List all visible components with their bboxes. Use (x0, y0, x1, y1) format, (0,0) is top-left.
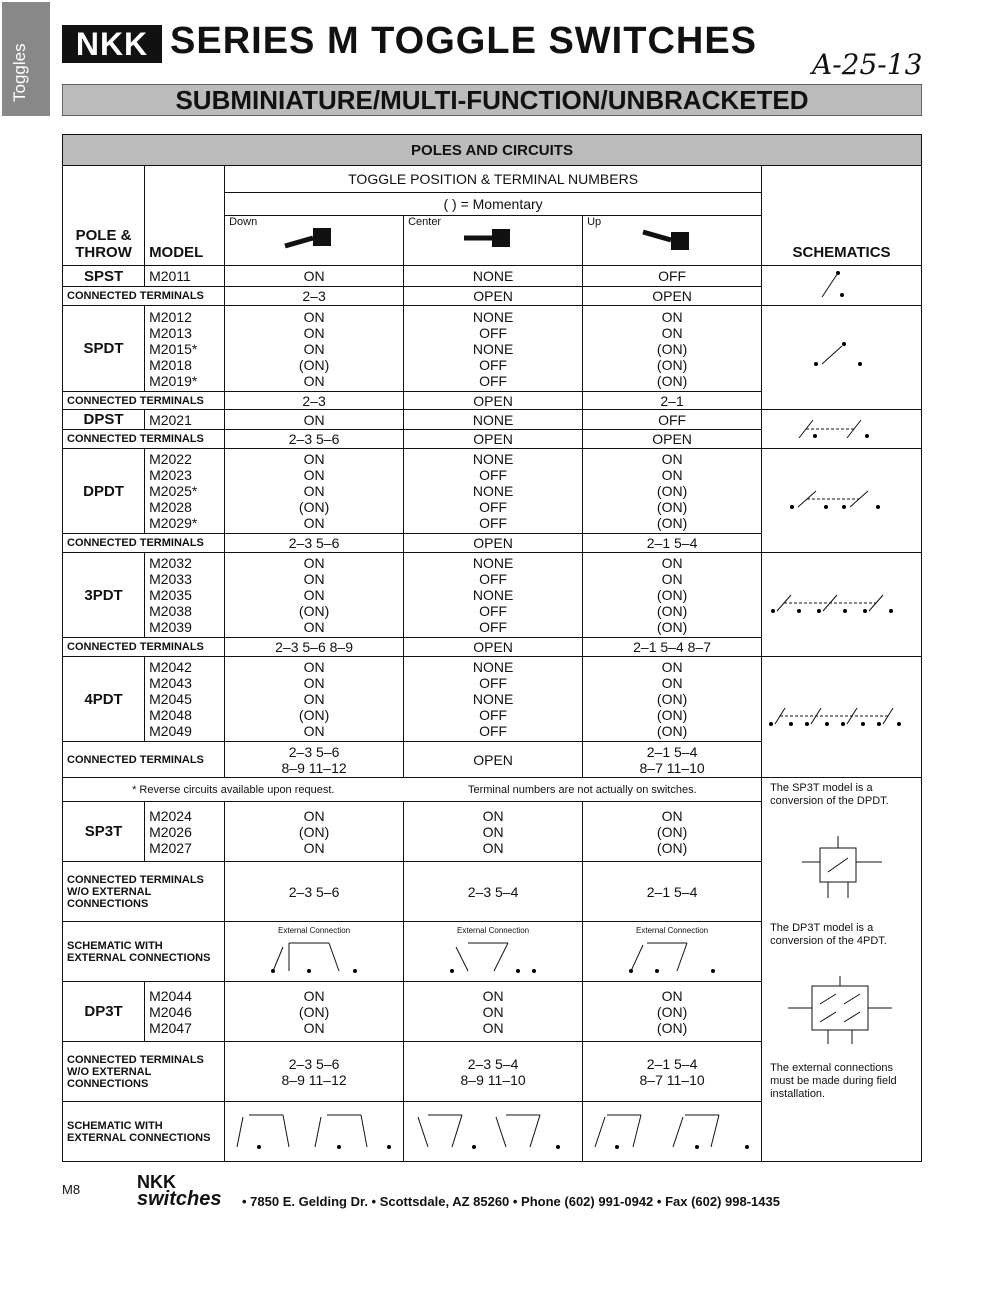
4pdt-ct-down (225, 742, 404, 778)
model-m2021: M2021 (145, 410, 225, 430)
state-cell: ON (303, 1019, 325, 1036)
model-cell: M2035 (149, 587, 192, 603)
dpdt-center (404, 449, 583, 534)
state-cell: ON (303, 587, 325, 603)
header-pole-throw: POLE & THROW (63, 166, 145, 266)
model-cell: M2049 (149, 723, 192, 739)
note-reverse: * Reverse circuits available upon request. (63, 778, 404, 802)
pole-4pdt: 4PDT (63, 657, 145, 742)
ct-line: 2–1 5–4 (646, 1055, 698, 1072)
pole-sp3t: SP3T (63, 802, 145, 862)
model-cell: M2038 (149, 603, 192, 619)
sp3t-ct-down: 2–3 5–6 (225, 862, 404, 922)
pole-dp3t: DP3T (63, 982, 145, 1042)
state-cell: ON (661, 571, 683, 587)
state-cell: OFF (479, 324, 508, 341)
dpst-ct-down: 2–3 5–6 (225, 430, 404, 449)
side-tab-label: Toggles (10, 43, 29, 102)
state-cell: NONE (472, 691, 514, 707)
spst-ct-center: OPEN (404, 287, 583, 306)
state-cell: ON (303, 483, 325, 499)
state-cell: (ON) (298, 499, 330, 515)
dpdt-down (225, 449, 404, 534)
spst-up: OFF (583, 266, 762, 287)
state-cell: ON (482, 823, 504, 840)
model-cell: M2028 (149, 499, 192, 515)
dp3t-models (145, 982, 225, 1042)
side-note-sp3t: The SP3T model is a conversion of the DPDT. (770, 782, 889, 807)
state-cell: ON (661, 308, 683, 325)
model-cell: M2032 (149, 555, 192, 571)
dpst-connected-label: CONNECTED TERMINALS (63, 430, 225, 449)
pole-spst: SPST (63, 266, 145, 287)
state-cell: (ON) (656, 1019, 688, 1036)
dpst-down: ON (225, 410, 404, 430)
state-cell: ON (303, 324, 325, 341)
schematic-4pdt (762, 657, 922, 778)
state-cell: OFF (479, 571, 508, 587)
state-cell: ON (661, 555, 683, 571)
sp3t-ext-center-icon (438, 935, 548, 975)
header-center-label: Center (408, 216, 442, 228)
state-cell: NONE (472, 451, 514, 467)
spdt-center (404, 306, 583, 392)
footer-brand (137, 1174, 221, 1208)
model-cell: M2015* (149, 340, 198, 357)
page-subtitle: SUBMINIATURE/MULTI-FUNCTION/UNBRACKETED (175, 85, 809, 115)
state-cell: OFF (479, 619, 508, 635)
state-cell: (ON) (656, 372, 688, 389)
state-cell: (ON) (656, 340, 688, 357)
toggle-down-icon (279, 224, 349, 252)
sp3t-schem-up (583, 922, 762, 982)
dpdt-schematic-icon (782, 481, 902, 517)
footer-brand-line2: switches (137, 1188, 222, 1210)
note-terminals: Terminal numbers are not actually on switches. (404, 778, 762, 802)
3pdt-up (583, 553, 762, 638)
spdt-models (145, 306, 225, 392)
pole-dpdt: DPDT (63, 449, 145, 534)
ext-conn-label: External Connection (457, 925, 530, 935)
dp3t-ct-center (404, 1042, 583, 1102)
state-cell: OFF (479, 515, 508, 531)
header-center (404, 216, 583, 266)
model-cell: M2047 (149, 1019, 192, 1036)
state-cell: ON (661, 451, 683, 467)
state-cell: ON (303, 723, 325, 739)
footer-brand-line1: NKK (137, 1172, 176, 1192)
model-cell: M2024 (149, 807, 192, 824)
spst-connected-label: CONNECTED TERMINALS (63, 287, 225, 306)
spst-ct-up: OPEN (583, 287, 762, 306)
state-cell: ON (661, 659, 683, 675)
sp3t-down (225, 802, 404, 862)
state-cell: ON (303, 659, 325, 675)
model-cell: M2023 (149, 467, 192, 483)
3pdt-ct-center: OPEN (404, 638, 583, 657)
state-cell: ON (303, 308, 325, 325)
state-cell: OFF (479, 356, 508, 373)
4pdt-models (145, 657, 225, 742)
dpst-center: NONE (404, 410, 583, 430)
3pdt-down (225, 553, 404, 638)
3pdt-ct-down: 2–3 5–6 8–9 (225, 638, 404, 657)
model-cell: M2048 (149, 707, 192, 723)
schematic-dpst (762, 410, 922, 449)
sp3t-schem-down (225, 922, 404, 982)
state-cell: (ON) (298, 707, 330, 723)
sp3t-ext-down-icon (259, 935, 369, 975)
sp3t-ct-label: CONNECTED TERMINALS W/O EXTERNAL CONNECTIONS (63, 862, 225, 922)
sp3t-ct-up: 2–1 5–4 (583, 862, 762, 922)
sp3t-conversion-icon (772, 832, 912, 912)
dpdt-ct-down: 2–3 5–6 (225, 534, 404, 553)
side-note-dp3t: The DP3T model is a conversion of the 4PDT. (770, 922, 887, 947)
model-m2011: M2011 (145, 266, 225, 287)
state-cell: NONE (472, 340, 514, 357)
state-cell: (ON) (298, 1003, 330, 1020)
model-cell: M2043 (149, 675, 192, 691)
dpst-ct-center: OPEN (404, 430, 583, 449)
state-cell: (ON) (656, 691, 688, 707)
model-cell: M2039 (149, 619, 192, 635)
section-title: POLES AND CIRCUITS (63, 135, 922, 166)
header-toggle-position: TOGGLE POSITION & TERMINAL NUMBERS (225, 166, 762, 193)
state-cell: (ON) (656, 839, 688, 856)
dp3t-ext-center-icon (408, 1107, 578, 1153)
4pdt-ct-center: OPEN (404, 742, 583, 778)
ext-conn-label: External Connection (636, 925, 709, 935)
header-model: MODEL (145, 166, 225, 266)
state-cell: ON (661, 324, 683, 341)
spst-schematic-icon (802, 267, 882, 301)
sp3t-up (583, 802, 762, 862)
spst-center: NONE (404, 266, 583, 287)
3pdt-schematic-icon (767, 585, 917, 621)
spdt-ct-center: OPEN (404, 392, 583, 410)
state-cell: (ON) (298, 356, 330, 373)
page-title: SERIES M TOGGLE SWITCHES (170, 20, 758, 62)
pole-dpst: DPST (63, 410, 145, 430)
model-cell: M2019* (149, 372, 198, 389)
state-cell: ON (303, 619, 325, 635)
state-cell: (ON) (656, 707, 688, 723)
header-up (583, 216, 762, 266)
side-note-field: The external connections must be made during field installation. (770, 1062, 897, 1100)
spdt-ct-down: 2–3 (225, 392, 404, 410)
state-cell: (ON) (656, 499, 688, 515)
4pdt-schematic-icon (767, 698, 917, 734)
spst-ct-down: 2–3 (225, 287, 404, 306)
spdt-ct-up: 2–1 (583, 392, 762, 410)
side-tab (2, 2, 50, 116)
state-cell: ON (661, 467, 683, 483)
state-cell: ON (303, 571, 325, 587)
dpst-up: OFF (583, 410, 762, 430)
pole-spdt: SPDT (63, 306, 145, 392)
state-cell: ON (303, 839, 325, 856)
state-cell: OFF (479, 603, 508, 619)
4pdt-ct-up (583, 742, 762, 778)
dpdt-up (583, 449, 762, 534)
4pdt-center (404, 657, 583, 742)
model-cell: M2029* (149, 515, 198, 531)
dpdt-connected-label: CONNECTED TERMINALS (63, 534, 225, 553)
ct-line: 8–7 11–10 (639, 759, 705, 776)
3pdt-models (145, 553, 225, 638)
dp3t-schem-down (225, 1102, 404, 1162)
state-cell: NONE (472, 587, 514, 603)
state-cell: NONE (472, 308, 514, 325)
state-cell: ON (661, 987, 683, 1004)
schematic-dpdt (762, 449, 922, 553)
ct-line: 2–3 5–6 (288, 1055, 340, 1072)
state-cell: ON (482, 1003, 504, 1020)
spdt-connected-label: CONNECTED TERMINALS (63, 392, 225, 410)
model-cell: M2013 (149, 324, 192, 341)
state-cell: ON (303, 555, 325, 571)
model-cell: M2045 (149, 691, 192, 707)
4pdt-connected-label: CONNECTED TERMINALS (63, 742, 225, 778)
sp3t-models (145, 802, 225, 862)
ct-line: 8–9 11–12 (281, 759, 347, 776)
dp3t-ext-up-icon (587, 1107, 757, 1153)
header-up-label: Up (587, 216, 602, 228)
side-notes (762, 778, 922, 1162)
4pdt-up (583, 657, 762, 742)
footer (62, 1172, 942, 1218)
toggle-center-icon (458, 224, 528, 252)
state-cell: NONE (472, 659, 514, 675)
3pdt-center (404, 553, 583, 638)
state-cell: ON (303, 807, 325, 824)
spdt-up (583, 306, 762, 392)
dpdt-models (145, 449, 225, 534)
state-cell: OFF (479, 707, 508, 723)
dpdt-ct-up: 2–1 5–4 (583, 534, 762, 553)
model-cell: M2027 (149, 839, 192, 856)
ext-conn-label: External Connection (278, 925, 351, 935)
spdt-schematic-icon (802, 336, 882, 376)
state-cell: ON (482, 807, 504, 824)
4pdt-down (225, 657, 404, 742)
dp3t-center (404, 982, 583, 1042)
state-cell: (ON) (656, 515, 688, 531)
state-cell: OFF (479, 372, 508, 389)
pole-3pdt: 3PDT (63, 553, 145, 638)
model-cell: M2042 (149, 659, 192, 675)
state-cell: (ON) (656, 823, 688, 840)
state-cell: ON (303, 340, 325, 357)
sp3t-center (404, 802, 583, 862)
schematic-3pdt (762, 553, 922, 657)
state-cell: (ON) (656, 483, 688, 499)
spdt-down (225, 306, 404, 392)
state-cell: (ON) (298, 603, 330, 619)
model-cell: M2046 (149, 1003, 192, 1020)
dpst-schematic-icon (787, 412, 897, 444)
model-cell: M2033 (149, 571, 192, 587)
state-cell: OFF (479, 467, 508, 483)
state-cell: (ON) (656, 603, 688, 619)
state-cell: (ON) (298, 823, 330, 840)
model-cell: M2026 (149, 823, 192, 840)
dp3t-up (583, 982, 762, 1042)
state-cell: OFF (479, 723, 508, 739)
subtitle-bar (62, 84, 922, 116)
model-cell: M2012 (149, 308, 192, 325)
dp3t-schem-label: SCHEMATIC WITH EXTERNAL CONNECTIONS (63, 1102, 225, 1162)
state-cell: ON (303, 691, 325, 707)
state-cell: ON (661, 675, 683, 691)
header-schematics: SCHEMATICS (762, 166, 922, 266)
schematic-spst (762, 266, 922, 306)
dp3t-ct-up (583, 1042, 762, 1102)
handwritten-note: A-25-13 (812, 48, 923, 81)
state-cell: ON (303, 372, 325, 389)
state-cell: ON (303, 467, 325, 483)
ct-line: 8–9 11–10 (460, 1071, 526, 1088)
header-momentary: ( ) = Momentary (225, 193, 762, 216)
state-cell: ON (303, 515, 325, 531)
state-cell: ON (482, 839, 504, 856)
state-cell: ON (303, 451, 325, 467)
dpst-ct-up: OPEN (583, 430, 762, 449)
model-cell: M2018 (149, 356, 192, 373)
sp3t-ext-up-icon (617, 935, 727, 975)
dp3t-schem-up (583, 1102, 762, 1162)
footer-address: • 7850 E. Gelding Dr. • Scottsdale, AZ 85260 • Phone (602) 991-0942 • Fax (602) 998-1435 (242, 1194, 780, 1209)
header-down (225, 216, 404, 266)
sp3t-schem-center (404, 922, 583, 982)
ct-line: 2–3 5–6 (288, 743, 340, 760)
state-cell: ON (661, 807, 683, 824)
3pdt-connected-label: CONNECTED TERMINALS (63, 638, 225, 657)
state-cell: ON (482, 1019, 504, 1036)
dpdt-ct-center: OPEN (404, 534, 583, 553)
nkk-logo: NKK (62, 25, 162, 63)
dp3t-ext-down-icon (229, 1107, 399, 1153)
state-cell: (ON) (656, 356, 688, 373)
toggle-up-icon (637, 224, 707, 252)
state-cell: OFF (479, 499, 508, 515)
state-cell: (ON) (656, 587, 688, 603)
state-cell: ON (303, 987, 325, 1004)
state-cell: (ON) (656, 619, 688, 635)
model-cell: M2022 (149, 451, 192, 467)
model-cell: M2044 (149, 987, 192, 1004)
ct-line: 8–7 11–10 (639, 1071, 705, 1088)
3pdt-ct-up: 2–1 5–4 8–7 (583, 638, 762, 657)
state-cell: NONE (472, 483, 514, 499)
dp3t-ct-label: CONNECTED TERMINALS W/O EXTERNAL CONNECTIONS (63, 1042, 225, 1102)
page-number: M8 (62, 1182, 81, 1197)
dp3t-ct-down (225, 1042, 404, 1102)
schematic-spdt (762, 306, 922, 410)
model-cell: M2025* (149, 483, 198, 499)
dp3t-schem-center (404, 1102, 583, 1162)
sp3t-schem-label: SCHEMATIC WITH EXTERNAL CONNECTIONS (63, 922, 225, 982)
dp3t-conversion-icon (772, 972, 912, 1052)
state-cell: ON (303, 675, 325, 691)
state-cell: NONE (472, 555, 514, 571)
state-cell: ON (482, 987, 504, 1004)
ct-line: 2–3 5–4 (467, 1055, 519, 1072)
state-cell: (ON) (656, 723, 688, 739)
state-cell: (ON) (656, 1003, 688, 1020)
dp3t-down (225, 982, 404, 1042)
spst-down: ON (225, 266, 404, 287)
ct-line: 2–1 5–4 (646, 743, 698, 760)
header-down-label: Down (229, 216, 258, 228)
sp3t-ct-center: 2–3 5–4 (404, 862, 583, 922)
state-cell: OFF (479, 675, 508, 691)
poles-circuits-table (62, 134, 922, 1162)
ct-line: 8–9 11–12 (281, 1071, 347, 1088)
